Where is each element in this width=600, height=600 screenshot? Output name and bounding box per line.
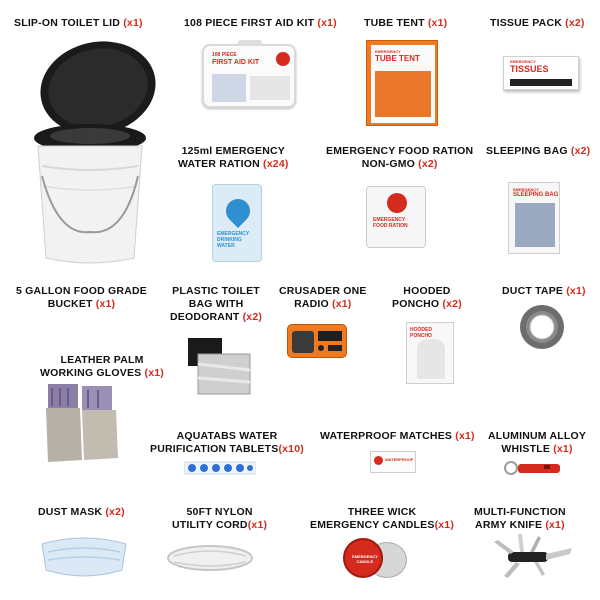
item-label-tissue-pack: TISSUE PACK (x2) [490,17,585,29]
nylon-cord-image [164,542,256,574]
first-aid-top-text: 108 PIECE [212,52,237,58]
item-label-bucket: 5 GALLON FOOD GRADE BUCKET (x1) [16,285,147,310]
poncho-image [406,322,454,384]
water-pouch-image [212,184,262,262]
tissue-stripe [510,79,572,86]
tissue-main-text: TISSUES [510,64,549,74]
item-label-radio: CRUSADER ONE RADIO (x1) [279,285,367,310]
matches-main-text: WATERPROOF [385,457,414,462]
water-pouch-text: EMERGENCY DRINKING WATER [217,231,250,249]
radio-display [318,331,342,341]
sleeping-small-text: EMERGENCY [513,187,539,192]
duct-tape-image [518,303,566,351]
candles-image [343,536,409,580]
water-drop-icon [221,194,255,228]
item-label-whistle: ALUMINUM ALLOY WHISTLE (x1) [488,430,587,455]
item-label-dust-mask: DUST MASK (x2) [38,506,125,518]
dust-mask-image [38,530,130,580]
tube-tent-label [371,45,435,123]
tube-tent-photo [375,71,431,117]
first-aid-contents-2 [250,76,290,100]
poncho-figure [417,339,445,379]
gloves-image [38,382,124,464]
sleeping-bag-image [508,182,560,254]
first-aid-handle [238,40,262,46]
food-cross-icon [387,193,407,213]
tube-tent-image [366,40,438,126]
item-label-toilet-bag: PLASTIC TOILET BAG WITH DEODORANT (x2) [170,285,263,323]
whistle-image [504,458,564,478]
radio-knob-icon [318,345,324,351]
item-label-water-ration: 125ml EMERGENCY WATER RATION (x24) [178,145,289,170]
item-label-food-ration: EMERGENCY FOOD RATION NON-GMO (x2) [326,145,474,170]
item-label-matches: WATERPROOF MATCHES (x1) [320,430,475,442]
item-label-sleeping-bag: SLEEPING BAG (x2) [486,145,591,157]
item-label-tube-tent: TUBE TENT (x1) [364,17,448,29]
candle-main-text: EMERGENCY CANDLE [352,554,378,564]
toilet-bucket-image [28,36,158,266]
item-label-gloves: LEATHER PALM WORKING GLOVES (x1) [40,354,164,379]
aquatabs-image [184,458,256,478]
food-ration-text: EMERGENCY FOOD RATION [373,217,408,229]
food-ration-image [366,186,426,248]
item-label-poncho: HOODED PONCHO (x2) [392,285,462,310]
army-knife-image [490,530,574,582]
first-aid-cross-icon [276,52,290,66]
first-aid-main-text: FIRST AID KIT [212,59,260,66]
item-label-candles: THREE WICK EMERGENCY CANDLES(x1) [310,506,455,531]
item-label-duct-tape: DUCT TAPE (x1) [502,285,586,297]
matches-image [370,451,416,473]
candle-tin [343,538,383,578]
radio-speaker [292,331,314,353]
tube-tent-small-text: EMERGENCY [375,49,401,54]
item-label-nylon-cord: 50FT NYLON UTILITY CORD(x1) [172,506,268,531]
item-label-army-knife: MULTI-FUNCTION ARMY KNIFE (x1) [474,506,566,531]
tube-tent-main-text: TUBE TENT [375,54,420,63]
tissue-small-text: EMERGENCY [510,59,536,64]
radio-image [287,324,347,358]
item-label-aquatabs: AQUATABS WATER PURIFICATION TABLETS(x10) [150,430,304,455]
sleeping-bag-photo [515,203,555,247]
poncho-main-text: HOODED PONCHO [410,327,432,339]
radio-buttons [328,345,342,351]
first-aid-kit-image [202,44,296,108]
item-label-toilet-lid: SLIP-ON TOILET LID (x1) [14,17,143,29]
tissue-pack-image [503,56,579,90]
first-aid-contents [212,74,246,102]
matches-logo-icon [374,456,383,465]
toilet-bag-image [184,334,254,396]
item-label-first-aid-kit: 108 PIECE FIRST AID KIT (x1) [184,17,337,29]
sleeping-main-text: SLEEPING BAG [513,192,559,198]
